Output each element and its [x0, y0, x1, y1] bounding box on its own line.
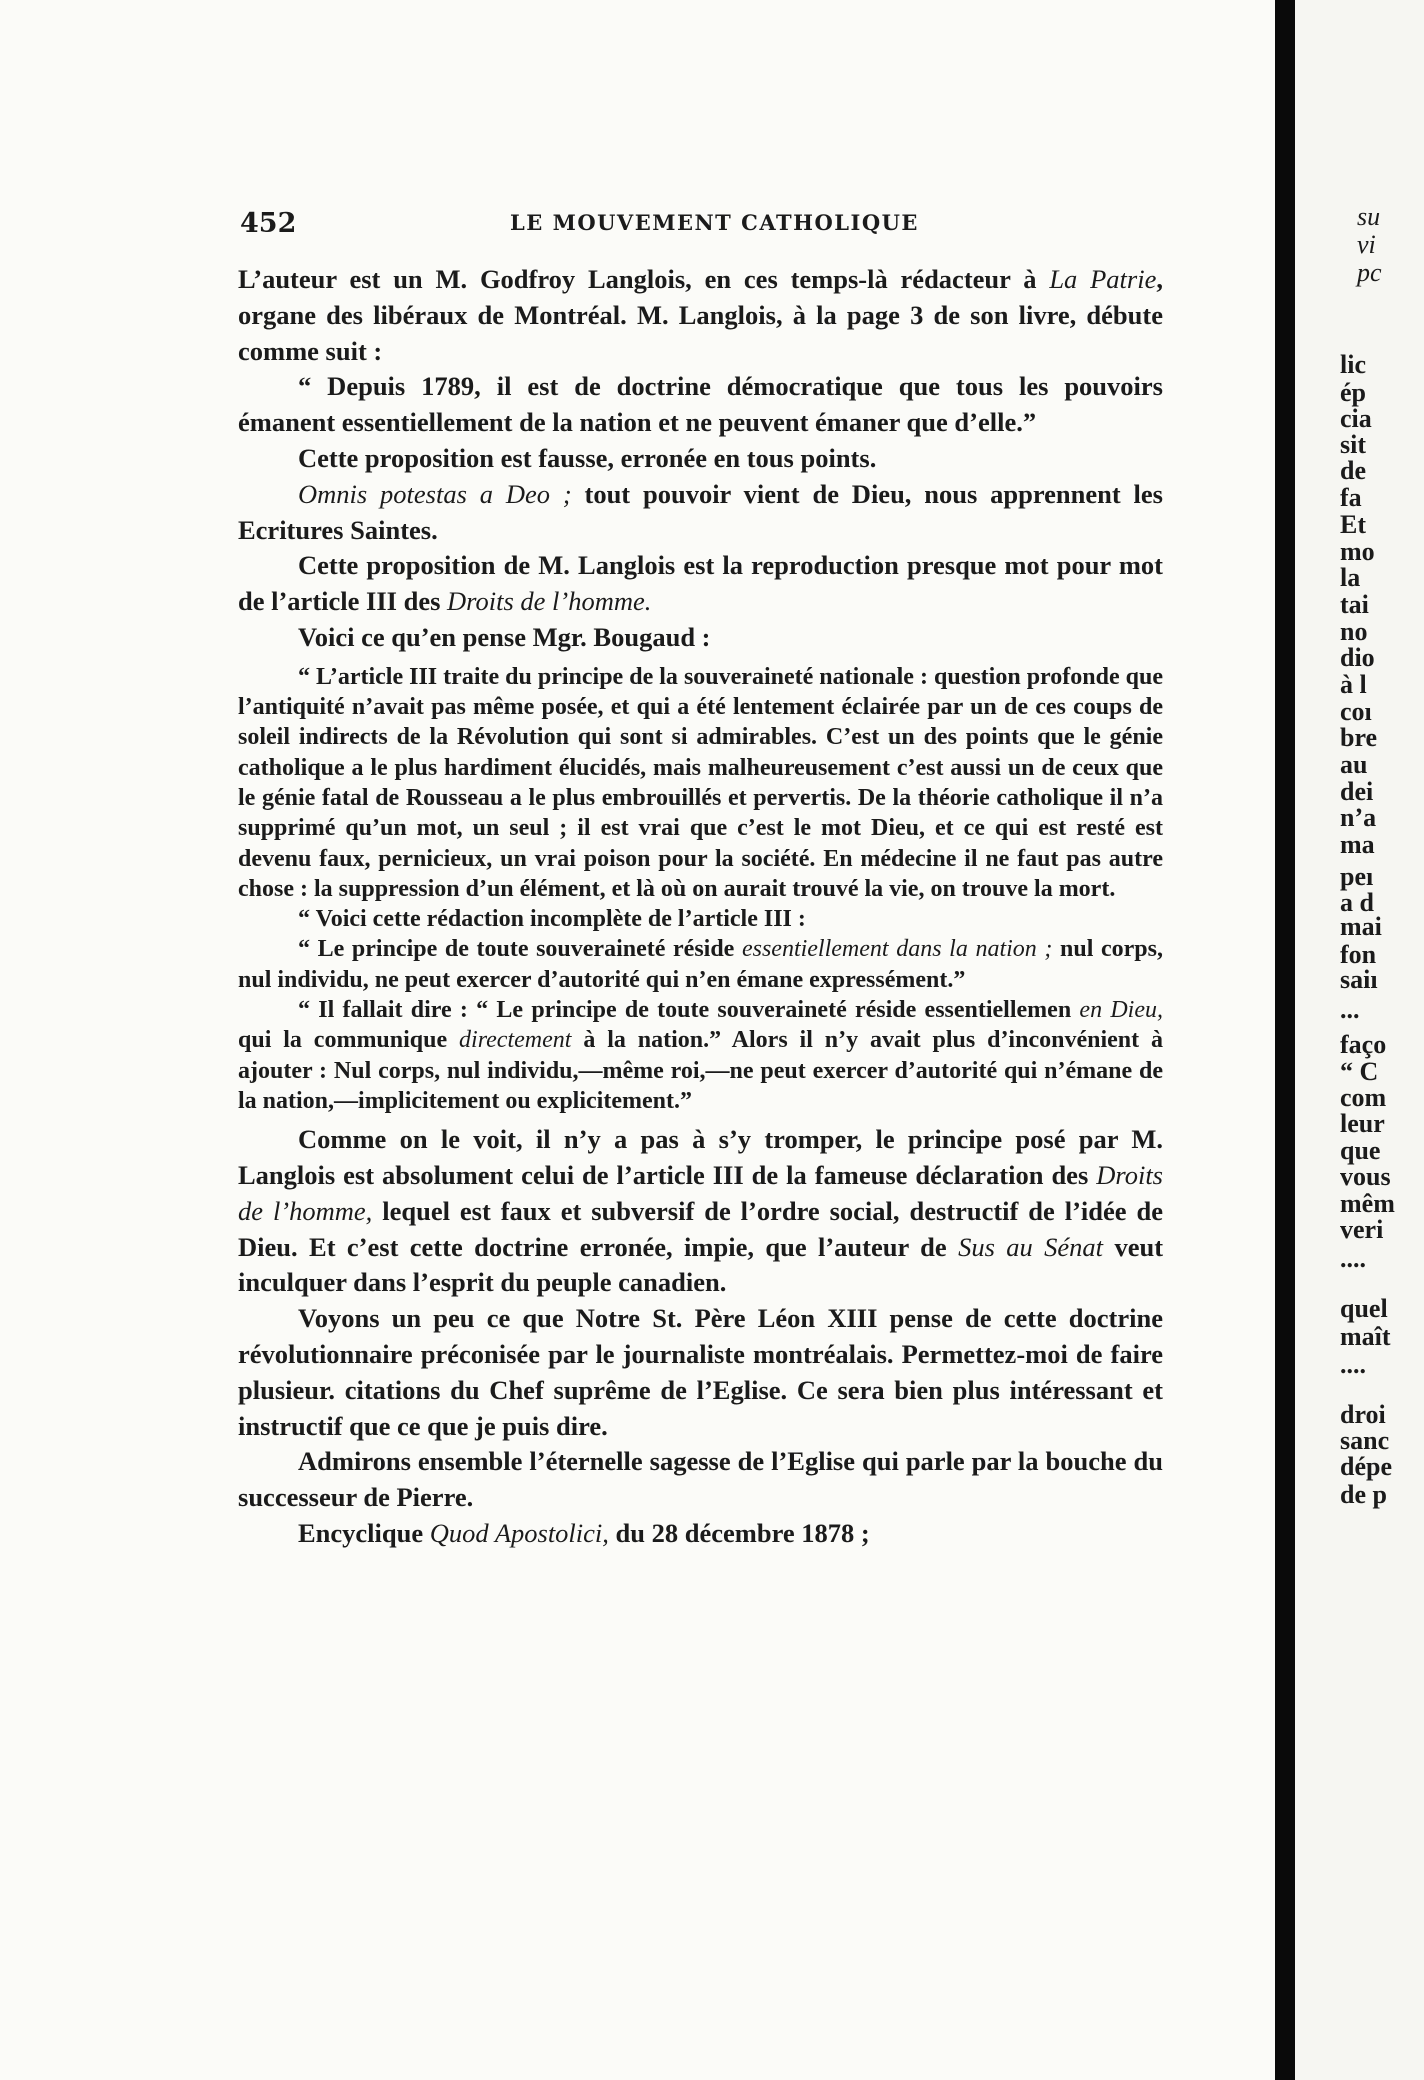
- right-page-fragment: a d: [1340, 888, 1374, 917]
- right-page-fragment: ma: [1340, 830, 1375, 859]
- right-page-fragment: pc: [1357, 258, 1382, 287]
- right-page-fragment: sanc: [1340, 1426, 1390, 1455]
- right-page-fragment: la: [1340, 563, 1361, 592]
- right-page-fragment: tai: [1340, 590, 1369, 619]
- quote-paragraph: “ Le principe de toute souveraineté réside essentiellement dans la nation ; nul corps, nul individu, ne peut exercer d’autorité qui n’en émane expressément.”: [238, 936, 1163, 993]
- right-page-fragment: dio: [1340, 643, 1375, 672]
- paragraph: Voyons un peu ce que Notre St. Père Léon XIII pense de cette doctrine révolutionnaire préconisée par le journaliste montréalais. Permettez-moi de faire plusieur. citations du Chef suprême de l’Eglise. Ce sera bien plus intéressant et instructif que ce que je puis dire.: [238, 1303, 1163, 1441]
- right-page-fragment: ....: [1340, 1350, 1366, 1379]
- paragraph: Admirons ensemble l’éternelle sagesse de l’Eglise qui parle par la bouche du successeur de Pierre.: [238, 1446, 1163, 1513]
- quote-paragraph: “ L’article III traite du principe de la souveraineté nationale : question profonde que l’antiquité n’avait pas même posée, et qui a été lentement éclairée par un de ces coups de soleil indirects de la Révolution qui sont si admirables. C’est un des points que le génie catholique a le plus hardiment élucidés, mais malheureusement c’est aussi un de ceux que le génie fatal de Rousseau a le plus embrouillés et pervertis. De la théorie catholique il n’a supprimé qu’un mot, un seul ; il est vrai que c’est le mot Dieu, et ce qui est resté est devenu faux, pernicieux, un vrai poison pour la société. En médecine il ne faut pas autre chose : la suppression d’un élément, et là où on aurait trouvé la vie, on trouve la mort.: [238, 663, 1163, 902]
- right-page-fragment: vi: [1357, 230, 1376, 259]
- quote-paragraph: “ Il fallait dire : “ Le principe de toute souveraineté réside essentiellemen en Dieu, qui la communique directement à la nation.” Alors il n’y avait plus d’inconvénient à ajouter : Nul corps, nul individu,—même roi,—ne peut exercer d’autorité qui n’émane de la nation,—implicitement ou explicitement.”: [238, 997, 1163, 1114]
- right-page-fragment: su: [1357, 202, 1381, 231]
- right-page-fragment: “ C: [1340, 1057, 1379, 1086]
- right-page-fragment: coı: [1340, 697, 1372, 726]
- right-page-fragment: Et: [1340, 510, 1366, 539]
- right-page-fragment: cia: [1340, 404, 1372, 433]
- right-page-fragment: que: [1340, 1136, 1381, 1165]
- right-page-fragment: dei: [1340, 777, 1374, 806]
- right-page-fragment: quel: [1340, 1294, 1388, 1323]
- right-page-fragment: mai: [1340, 912, 1382, 941]
- right-page-fragment: mêm: [1340, 1189, 1395, 1218]
- right-page-fragment: bre: [1340, 723, 1378, 752]
- right-page-fragment: ép: [1340, 378, 1366, 407]
- paragraph: Comme on le voit, il n’y a pas à s’y tromper, le principe posé par M. Langlois est absolument celui de l’article III de la fameuse déclaration des Droits de l’homme, lequel est faux et subversif de l’ordre social, destructif de l’idée de Dieu. Et c’est cette doctrine erronée, impie, que l’auteur de Sus au Sénat veut inculquer dans l’esprit du peuple canadien.: [238, 1124, 1164, 1298]
- right-page-fragment: de p: [1340, 1480, 1387, 1509]
- block-quote: [238, 662, 1163, 1116]
- right-page-fragment: fa: [1340, 483, 1362, 512]
- right-page-fragment: no: [1340, 617, 1368, 646]
- right-page-fragment: com: [1340, 1083, 1387, 1112]
- right-page-fragment: de: [1340, 456, 1366, 485]
- right-page-fragment: lic: [1340, 350, 1366, 379]
- right-page-fragment: à l: [1340, 670, 1367, 699]
- right-page-fragment: leur: [1340, 1109, 1385, 1138]
- right-page-fragment: faço: [1340, 1030, 1387, 1059]
- paragraph: Cette proposition est fausse, erronée en tous points.: [298, 442, 877, 473]
- page-header: [240, 208, 1170, 242]
- paragraph: L’auteur est un M. Godfroy Langlois, en ces temps-là rédacteur à La Patrie, organe des libéraux de Montréal. M. Langlois, à la page 3 de son livre, débute comme suit :: [238, 264, 1163, 366]
- paragraph: Omnis potestas a Deo ; tout pouvoir vient de Dieu, nous apprennent les Ecritures Saintes.: [238, 478, 1163, 545]
- right-page-fragment: droi: [1340, 1400, 1386, 1429]
- paragraph: Encyclique Quod Apostolici, du 28 décembre 1878 ;: [298, 1517, 870, 1548]
- paragraph: “ Depuis 1789, il est de doctrine démocratique que tous les pouvoirs émanent essentiellement de la nation et ne peuvent émaner que d’elle.”: [238, 371, 1163, 438]
- right-page-fragment: n’a: [1340, 803, 1377, 832]
- right-page-fragment: sit: [1340, 430, 1366, 459]
- body-text: [238, 262, 1163, 1552]
- paragraph: Voici ce qu’en pense Mgr. Bougaud :: [298, 621, 711, 652]
- right-page-fragment: ....: [1340, 1244, 1366, 1273]
- right-page-fragment: veri: [1340, 1215, 1384, 1244]
- book-gutter: [1275, 0, 1295, 2080]
- quote-paragraph: “ Voici cette rédaction incomplète de l’article III :: [298, 906, 806, 933]
- right-page-fragment: peı: [1340, 862, 1374, 891]
- paragraph: Cette proposition de M. Langlois est la reproduction presque mot pour mot de l’article III des Droits de l’homme.: [238, 550, 1163, 617]
- right-page-fragment: vous: [1340, 1162, 1391, 1191]
- right-page-fragment: fon: [1340, 940, 1377, 969]
- page-number: 452: [240, 208, 297, 239]
- right-page-fragment: saiı: [1340, 965, 1378, 994]
- running-title: LE MOUVEMENT CATHOLIQUE: [510, 210, 919, 235]
- right-page-edge: [1295, 0, 1424, 2080]
- right-page-fragment: maît: [1340, 1322, 1391, 1351]
- right-page-fragment: mo: [1340, 537, 1375, 566]
- right-page-fragment: ...: [1340, 995, 1360, 1024]
- right-page-fragment: dépe: [1340, 1452, 1392, 1481]
- right-page-fragment: au: [1340, 750, 1368, 779]
